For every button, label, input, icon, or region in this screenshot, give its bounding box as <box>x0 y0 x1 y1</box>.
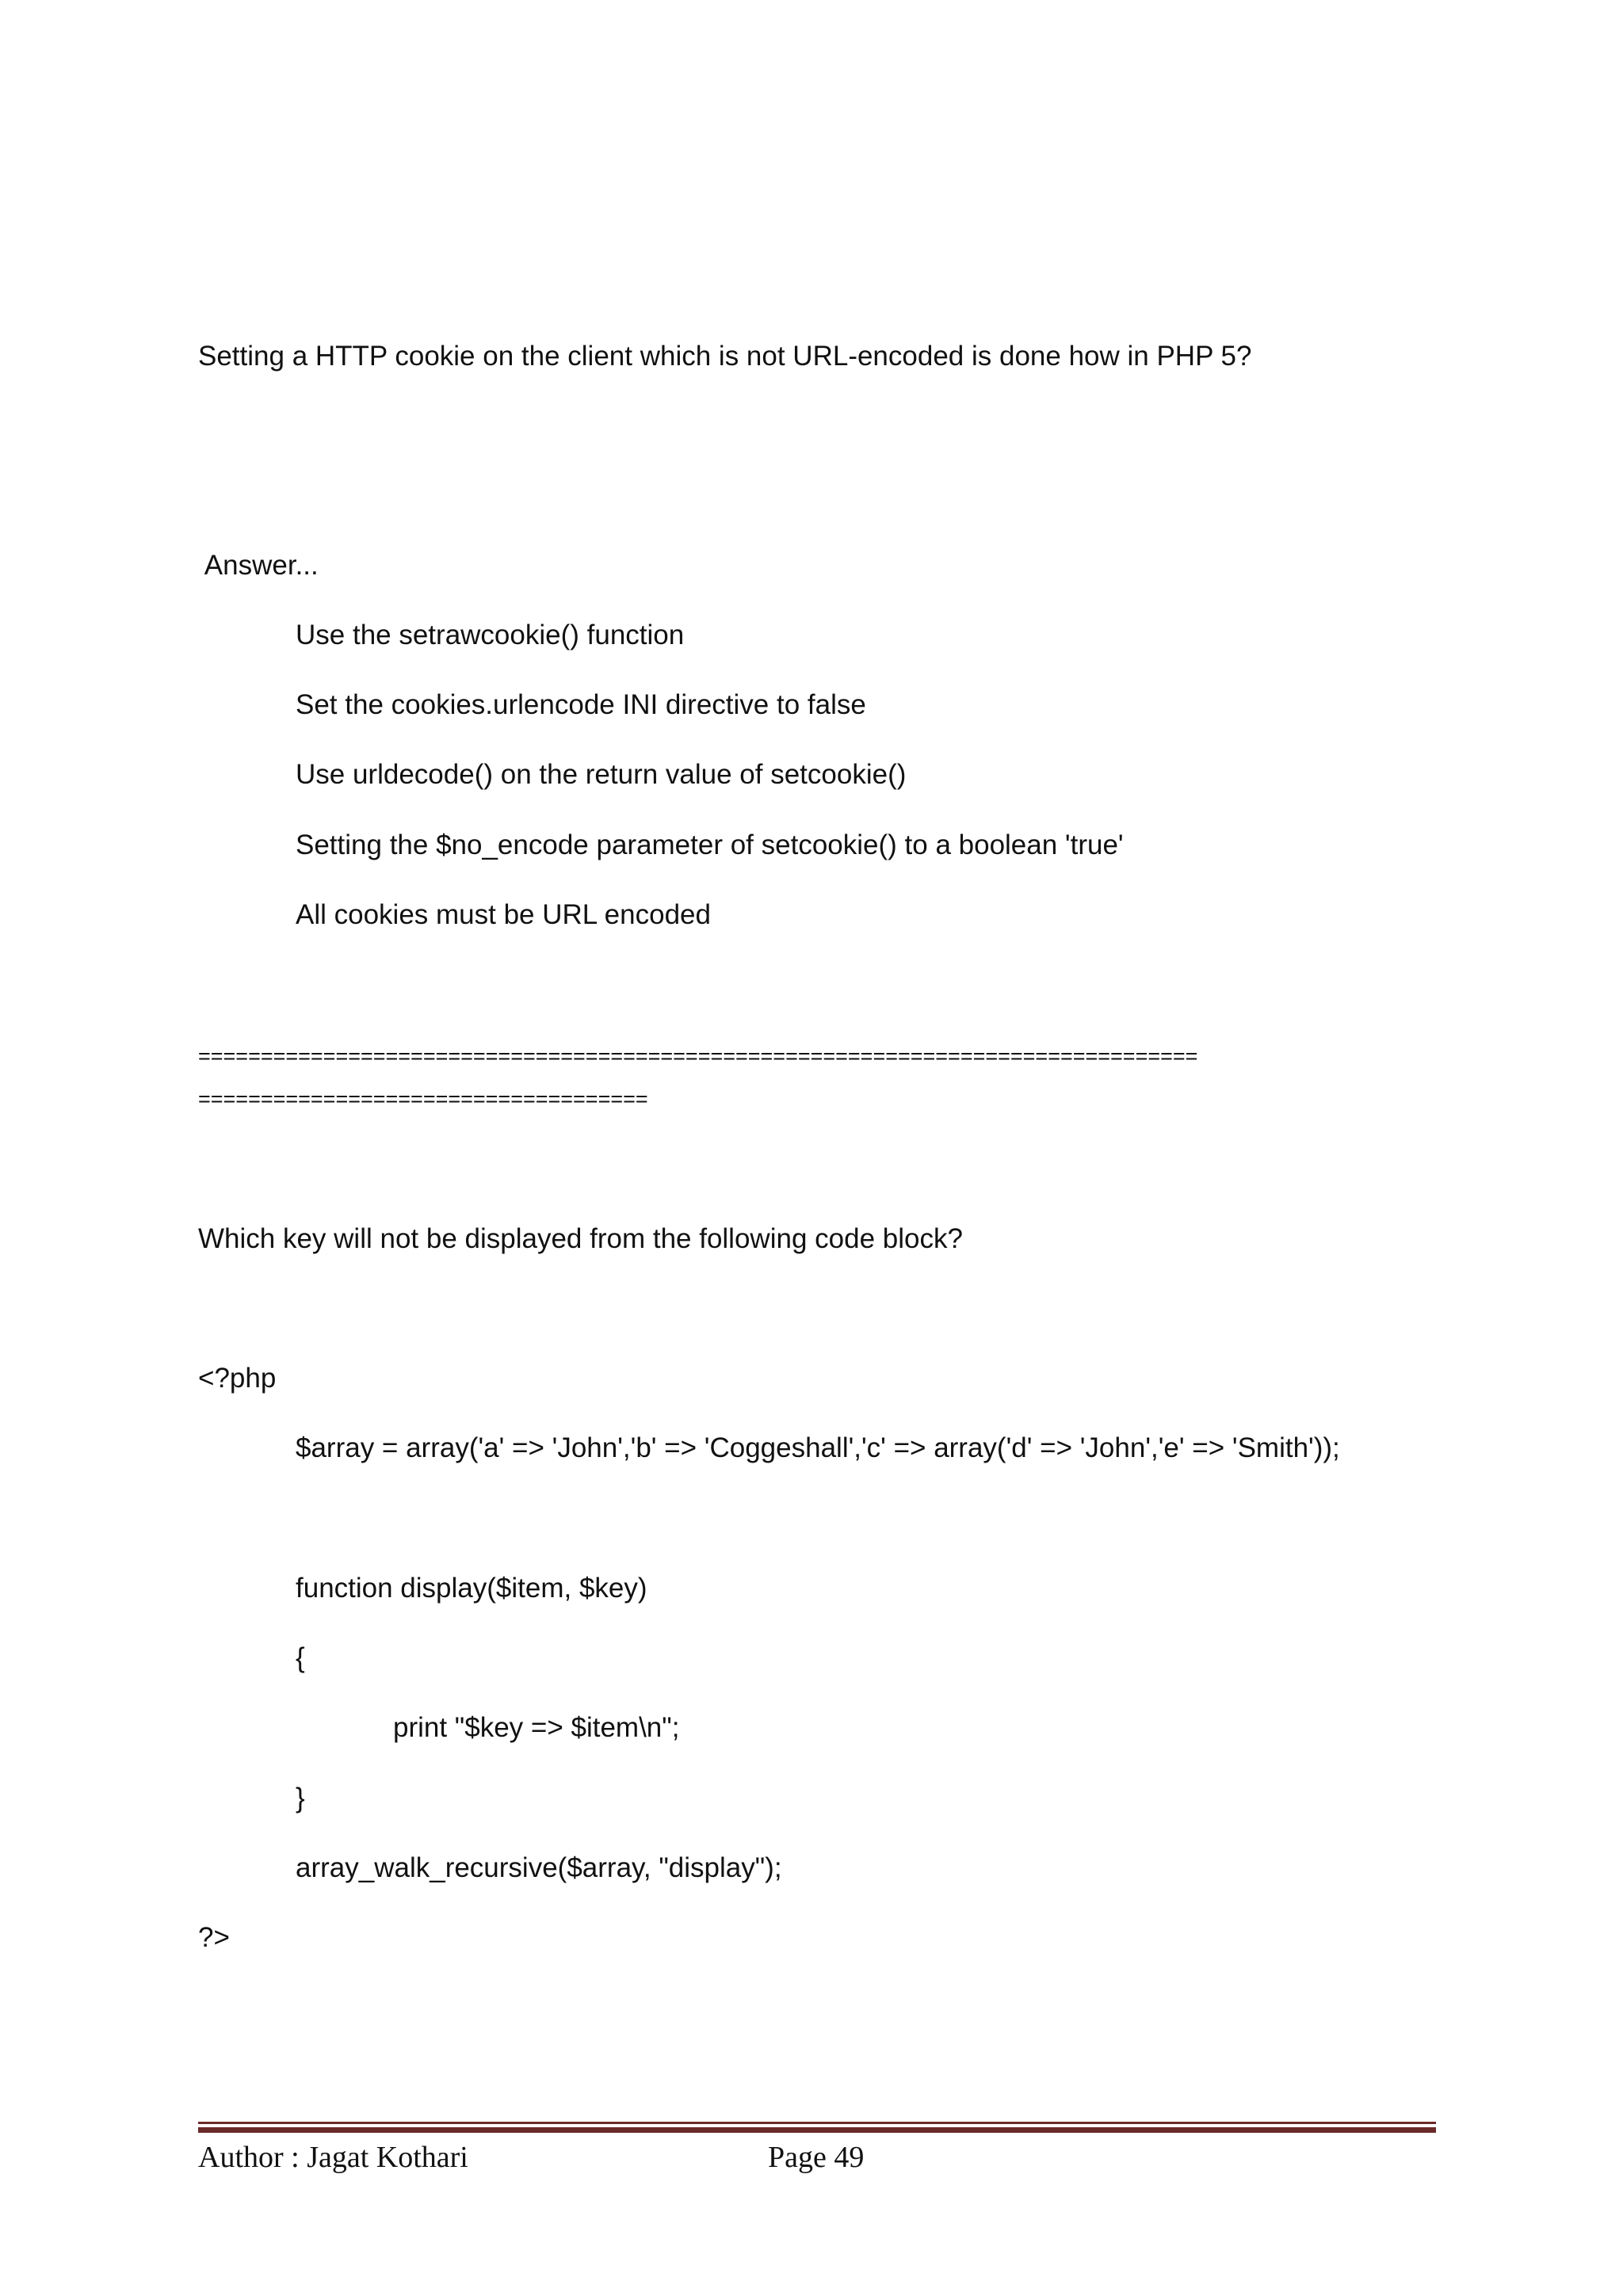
footer-page-number: Page 49 <box>768 2141 865 2174</box>
code-line-array: $array = array('a' => 'John','b' => 'Coggeshall','c' => array('d' => 'John','e' => 'Smith')); <box>296 1432 1340 1463</box>
option-4: Setting the $no_encode parameter of setcookie() to a boolean 'true' <box>296 830 1124 860</box>
code-line-function: function display($item, $key) <box>296 1573 647 1604</box>
option-1: Use the setrawcookie() function <box>296 620 685 650</box>
code-line-php-open: <?php <box>198 1363 277 1394</box>
footer-rule-thin <box>198 2122 1436 2124</box>
question-2-text: Which key will not be displayed from the following code block? <box>198 1223 963 1254</box>
footer-rule-thick <box>198 2127 1436 2133</box>
option-3: Use urldecode() on the return value of setcookie() <box>296 759 907 790</box>
separator-line-2: ==================================== <box>198 1087 648 1111</box>
answer-label: Answer... <box>198 550 319 581</box>
option-2: Set the cookies.urlencode INI directive to false <box>296 689 866 720</box>
separator-line-1: ================================================================================ <box>198 1044 1198 1068</box>
code-line-print: print "$key => $item\n"; <box>393 1712 680 1743</box>
code-line-open-brace: { <box>296 1642 305 1673</box>
question-1-text: Setting a HTTP cookie on the client which is not URL-encoded is done how in PHP 5? <box>198 341 1252 372</box>
code-line-php-close: ?> <box>198 1922 230 1953</box>
footer-author: Author : Jagat Kothari <box>198 2141 468 2174</box>
code-line-array-walk: array_walk_recursive($array, "display"); <box>296 1852 782 1883</box>
code-line-close-brace: } <box>296 1783 305 1814</box>
option-5: All cookies must be URL encoded <box>296 899 711 930</box>
